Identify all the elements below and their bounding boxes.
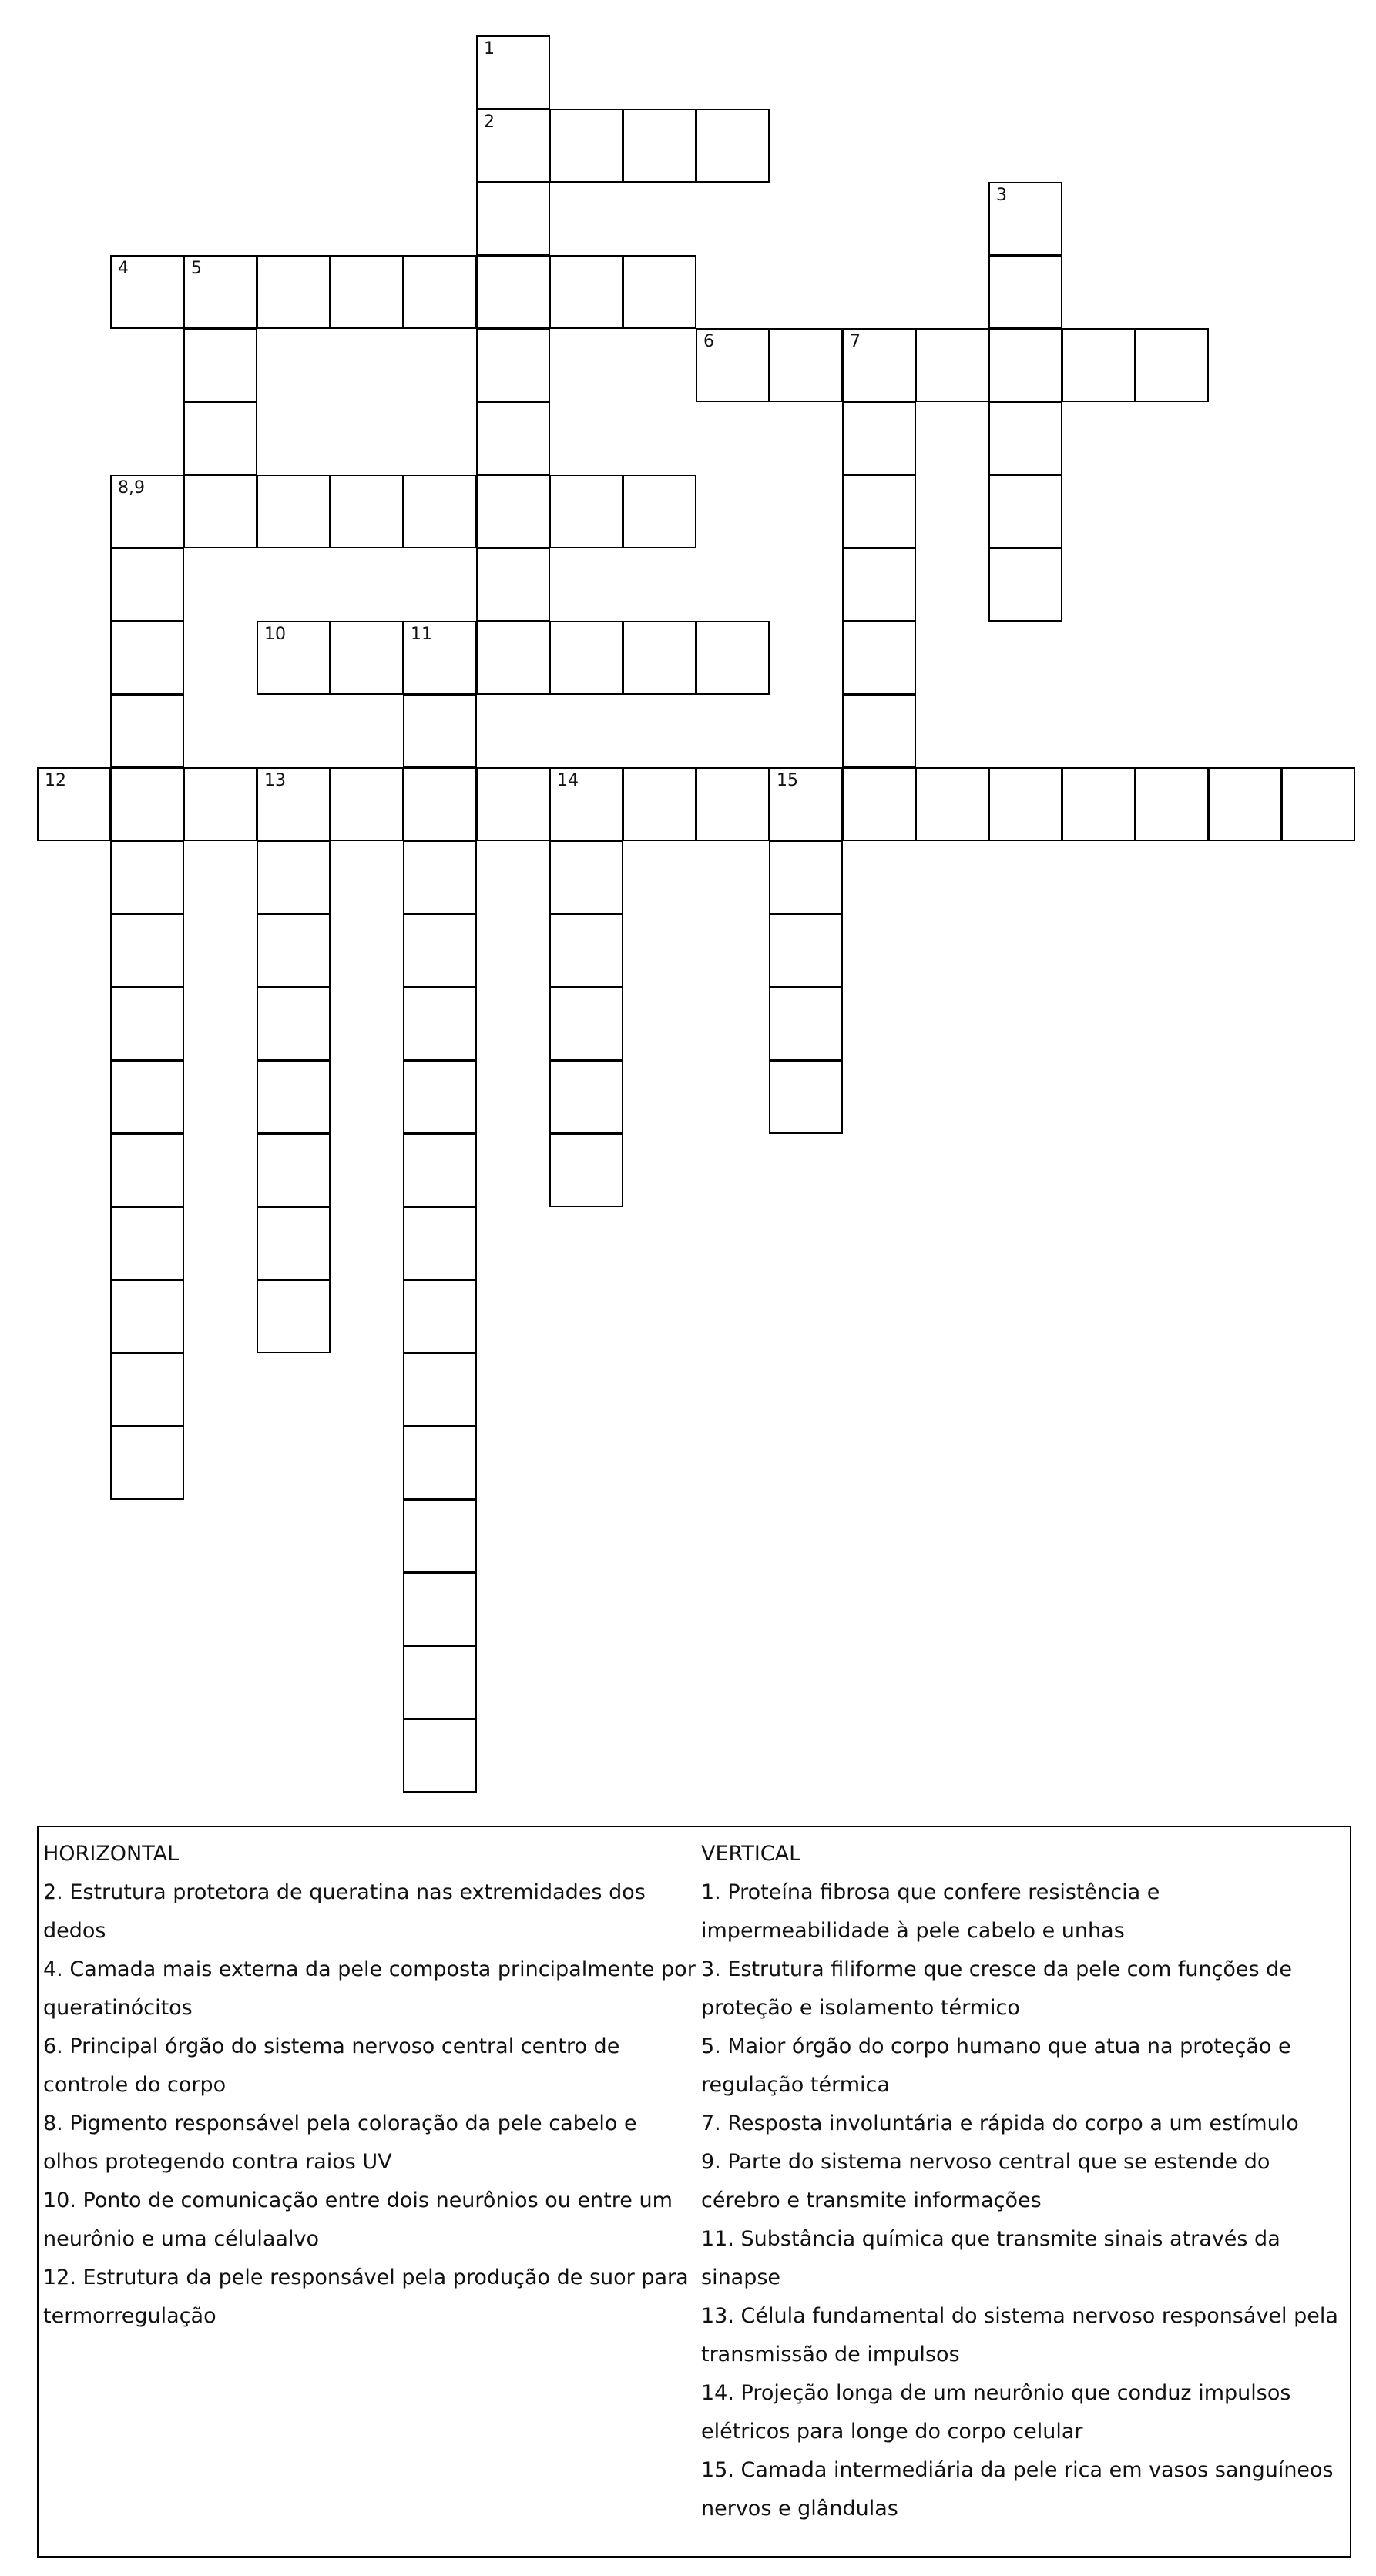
clue-line: neurônio e uma célulaalvo (43, 2227, 319, 2251)
horizontal-clues (43, 1835, 698, 2336)
clue-line: nervos e glândulas (701, 2497, 898, 2521)
clue-line: cérebro e transmite informações (701, 2189, 1042, 2212)
grid-cell[interactable] (110, 1280, 184, 1353)
grid-cell[interactable] (330, 255, 404, 329)
grid-cell[interactable] (403, 840, 477, 914)
clue-number: 1 (484, 39, 495, 59)
clue-line: 3. Estrutura filiforme que cresce da pele com funções de (701, 1957, 1292, 1981)
grid-cell[interactable] (842, 401, 916, 475)
clue-line: 8. Pigmento responsável pela coloração da pele cabelo e (43, 2111, 637, 2135)
grid-cell[interactable] (110, 987, 184, 1061)
grid-cell[interactable] (403, 1133, 477, 1207)
grid-cell[interactable] (257, 1133, 331, 1207)
grid-cell[interactable] (183, 255, 257, 329)
grid-cell[interactable] (257, 987, 331, 1061)
grid-cell[interactable] (696, 767, 770, 841)
clue-line: 10. Ponto de comunicação entre dois neurônios ou entre um (43, 2189, 673, 2212)
grid-cell[interactable] (257, 840, 331, 914)
grid-cell[interactable] (1062, 328, 1136, 402)
clue-line: olhos protegendo contra raios UV (43, 2150, 392, 2174)
clue-line: queratinócitos (43, 1996, 193, 2020)
clue-number: 4 (118, 259, 129, 278)
clue-number: 2 (484, 112, 495, 132)
grid-cell[interactable] (623, 475, 696, 548)
grid-cell[interactable] (257, 1280, 331, 1353)
grid-cell[interactable] (403, 914, 477, 988)
clue-number: 3 (996, 186, 1007, 205)
grid-cell[interactable] (476, 475, 550, 548)
grid-cell[interactable] (549, 109, 623, 183)
clue-line: 6. Principal órgão do sistema nervoso central centro de (43, 2034, 620, 2058)
grid-cell[interactable] (623, 255, 696, 329)
grid-cell[interactable] (476, 255, 550, 329)
grid-cell[interactable] (110, 1060, 184, 1134)
grid-cell[interactable] (549, 1133, 623, 1207)
grid-cell[interactable] (1208, 767, 1282, 841)
clue-number: 13 (264, 771, 286, 790)
clue-line: 14. Projeção longa de um neurônio que conduz impulsos (701, 2381, 1291, 2405)
grid-cell[interactable] (769, 1060, 843, 1134)
clue-number: 15 (777, 771, 798, 790)
vertical-title: VERTICAL (701, 1842, 801, 1866)
grid-cell[interactable] (549, 1060, 623, 1134)
grid-cell[interactable] (257, 1060, 331, 1134)
clue-number: 11 (411, 625, 432, 644)
grid-cell[interactable] (988, 401, 1062, 475)
clue-line: 5. Maior órgão do corpo humano que atua na proteção e (701, 2034, 1291, 2058)
grid-cell[interactable] (110, 914, 184, 988)
clue-line: regulação térmica (701, 2073, 890, 2097)
grid-cell[interactable] (476, 109, 550, 183)
clue-number: 12 (45, 771, 66, 790)
grid-cell[interactable] (183, 475, 257, 548)
grid-cell[interactable] (549, 987, 623, 1061)
grid-cell[interactable] (842, 548, 916, 622)
grid-cell[interactable] (403, 1426, 477, 1500)
grid-cell[interactable] (549, 475, 623, 548)
grid-cell[interactable] (403, 475, 477, 548)
grid-cell[interactable] (257, 255, 331, 329)
clue-line: controle do corpo (43, 2073, 227, 2097)
grid-cell[interactable] (842, 767, 916, 841)
grid-cell[interactable] (842, 621, 916, 695)
grid-cell[interactable] (110, 1206, 184, 1280)
grid-cell[interactable] (257, 767, 331, 841)
grid-cell[interactable] (257, 914, 331, 988)
grid-cell[interactable] (257, 621, 331, 695)
grid-cell[interactable] (476, 35, 550, 109)
grid-cell[interactable] (110, 1426, 184, 1500)
grid-cell[interactable] (988, 475, 1062, 548)
vertical-clues (701, 1835, 1348, 2528)
grid-cell[interactable] (330, 621, 404, 695)
grid-cell[interactable] (403, 255, 477, 329)
clue-number: 6 (703, 332, 714, 351)
grid-cell[interactable] (1062, 767, 1136, 841)
grid-cell[interactable] (183, 401, 257, 475)
grid-cell[interactable] (403, 1499, 477, 1573)
clue-number: 8,9 (118, 478, 145, 498)
grid-cell[interactable] (403, 1719, 477, 1793)
clue-line: 15. Camada intermediária da pele rica em vasos sanguíneos (701, 2458, 1334, 2482)
horizontal-title: HORIZONTAL (43, 1842, 180, 1866)
grid-cell[interactable] (476, 401, 550, 475)
grid-cell[interactable] (110, 840, 184, 914)
grid-cell[interactable] (623, 767, 696, 841)
grid-cell[interactable] (403, 1353, 477, 1427)
grid-cell[interactable] (623, 109, 696, 183)
grid-cell[interactable] (403, 694, 477, 768)
grid-cell[interactable] (476, 767, 550, 841)
clue-line: 7. Resposta involuntária e rápida do corpo a um estímulo (701, 2111, 1299, 2135)
clue-number: 7 (850, 332, 861, 351)
clue-line: transmissão de impulsos (701, 2343, 960, 2366)
grid-cell[interactable] (403, 621, 477, 695)
clues-box (37, 1826, 1351, 2558)
grid-cell[interactable] (549, 621, 623, 695)
grid-cell[interactable] (330, 475, 404, 548)
grid-cell[interactable] (623, 621, 696, 695)
clue-line: 2. Estrutura protetora de queratina nas extremidades dos (43, 1880, 646, 1904)
grid-cell[interactable] (988, 767, 1062, 841)
grid-cell[interactable] (403, 1206, 477, 1280)
grid-cell[interactable] (403, 1572, 477, 1646)
clue-line: 11. Substância química que transmite sinais através da (701, 2227, 1280, 2251)
clue-number: 14 (557, 771, 579, 790)
grid-cell[interactable] (403, 1060, 477, 1134)
grid-cell[interactable] (110, 1133, 184, 1207)
grid-cell[interactable] (403, 987, 477, 1061)
grid-cell[interactable] (549, 914, 623, 988)
clue-line: termorregulação (43, 2304, 216, 2328)
grid-cell[interactable] (769, 328, 843, 402)
grid-cell[interactable] (110, 548, 184, 622)
grid-cell[interactable] (110, 255, 184, 329)
grid-cell[interactable] (988, 182, 1062, 256)
grid-cell[interactable] (257, 1206, 331, 1280)
grid-cell[interactable] (915, 328, 989, 402)
grid-cell[interactable] (476, 548, 550, 622)
clue-line: dedos (43, 1919, 106, 1943)
clue-number: 5 (191, 259, 202, 278)
clue-line: elétricos para longe do corpo celular (701, 2420, 1083, 2444)
clue-line: 1. Proteína fibrosa que confere resistência e (701, 1880, 1160, 1904)
clue-line: impermeabilidade à pele cabelo e unhas (701, 1919, 1125, 1943)
grid-cell[interactable] (988, 548, 1062, 622)
grid-cell[interactable] (696, 621, 770, 695)
grid-cell[interactable] (549, 767, 623, 841)
grid-cell[interactable] (842, 475, 916, 548)
grid-cell[interactable] (1281, 767, 1355, 841)
clue-line: 13. Célula fundamental do sistema nervoso responsável pela (701, 2304, 1338, 2328)
clue-line: 12. Estrutura da pele responsável pela produção de suor para (43, 2266, 689, 2289)
grid-cell[interactable] (110, 767, 184, 841)
grid-cell[interactable] (476, 621, 550, 695)
clue-line: 9. Parte do sistema nervoso central que se estende do (701, 2150, 1270, 2174)
grid-cell[interactable] (696, 109, 770, 183)
grid-cell[interactable] (769, 987, 843, 1061)
grid-cell[interactable] (110, 1353, 184, 1427)
grid-cell[interactable] (403, 1280, 477, 1353)
grid-cell[interactable] (110, 621, 184, 695)
clue-number: 10 (264, 625, 286, 644)
grid-cell[interactable] (110, 475, 184, 548)
grid-cell[interactable] (476, 328, 550, 402)
grid-cell[interactable] (988, 328, 1062, 402)
grid-cell[interactable] (549, 840, 623, 914)
grid-cell[interactable] (696, 328, 770, 402)
grid-cell[interactable] (37, 767, 111, 841)
grid-cell[interactable] (257, 475, 331, 548)
clue-line: sinapse (701, 2266, 781, 2289)
grid-cell[interactable] (403, 1645, 477, 1719)
grid-cell[interactable] (988, 255, 1062, 329)
grid-cell[interactable] (769, 767, 843, 841)
grid-cell[interactable] (842, 328, 916, 402)
grid-cell[interactable] (769, 914, 843, 988)
grid-cell[interactable] (769, 840, 843, 914)
grid-cell[interactable] (842, 694, 916, 768)
clue-line: 4. Camada mais externa da pele composta principalmente por (43, 1957, 696, 1981)
grid-cell[interactable] (549, 255, 623, 329)
clue-line: proteção e isolamento térmico (701, 1996, 1020, 2020)
grid-cell[interactable] (403, 767, 477, 841)
grid-cell[interactable] (110, 694, 184, 768)
grid-cell[interactable] (1135, 328, 1209, 402)
grid-cell[interactable] (183, 328, 257, 402)
grid-cell[interactable] (1135, 767, 1209, 841)
grid-cell[interactable] (476, 182, 550, 256)
grid-cell[interactable] (183, 767, 257, 841)
grid-cell[interactable] (330, 767, 404, 841)
grid-cell[interactable] (915, 767, 989, 841)
